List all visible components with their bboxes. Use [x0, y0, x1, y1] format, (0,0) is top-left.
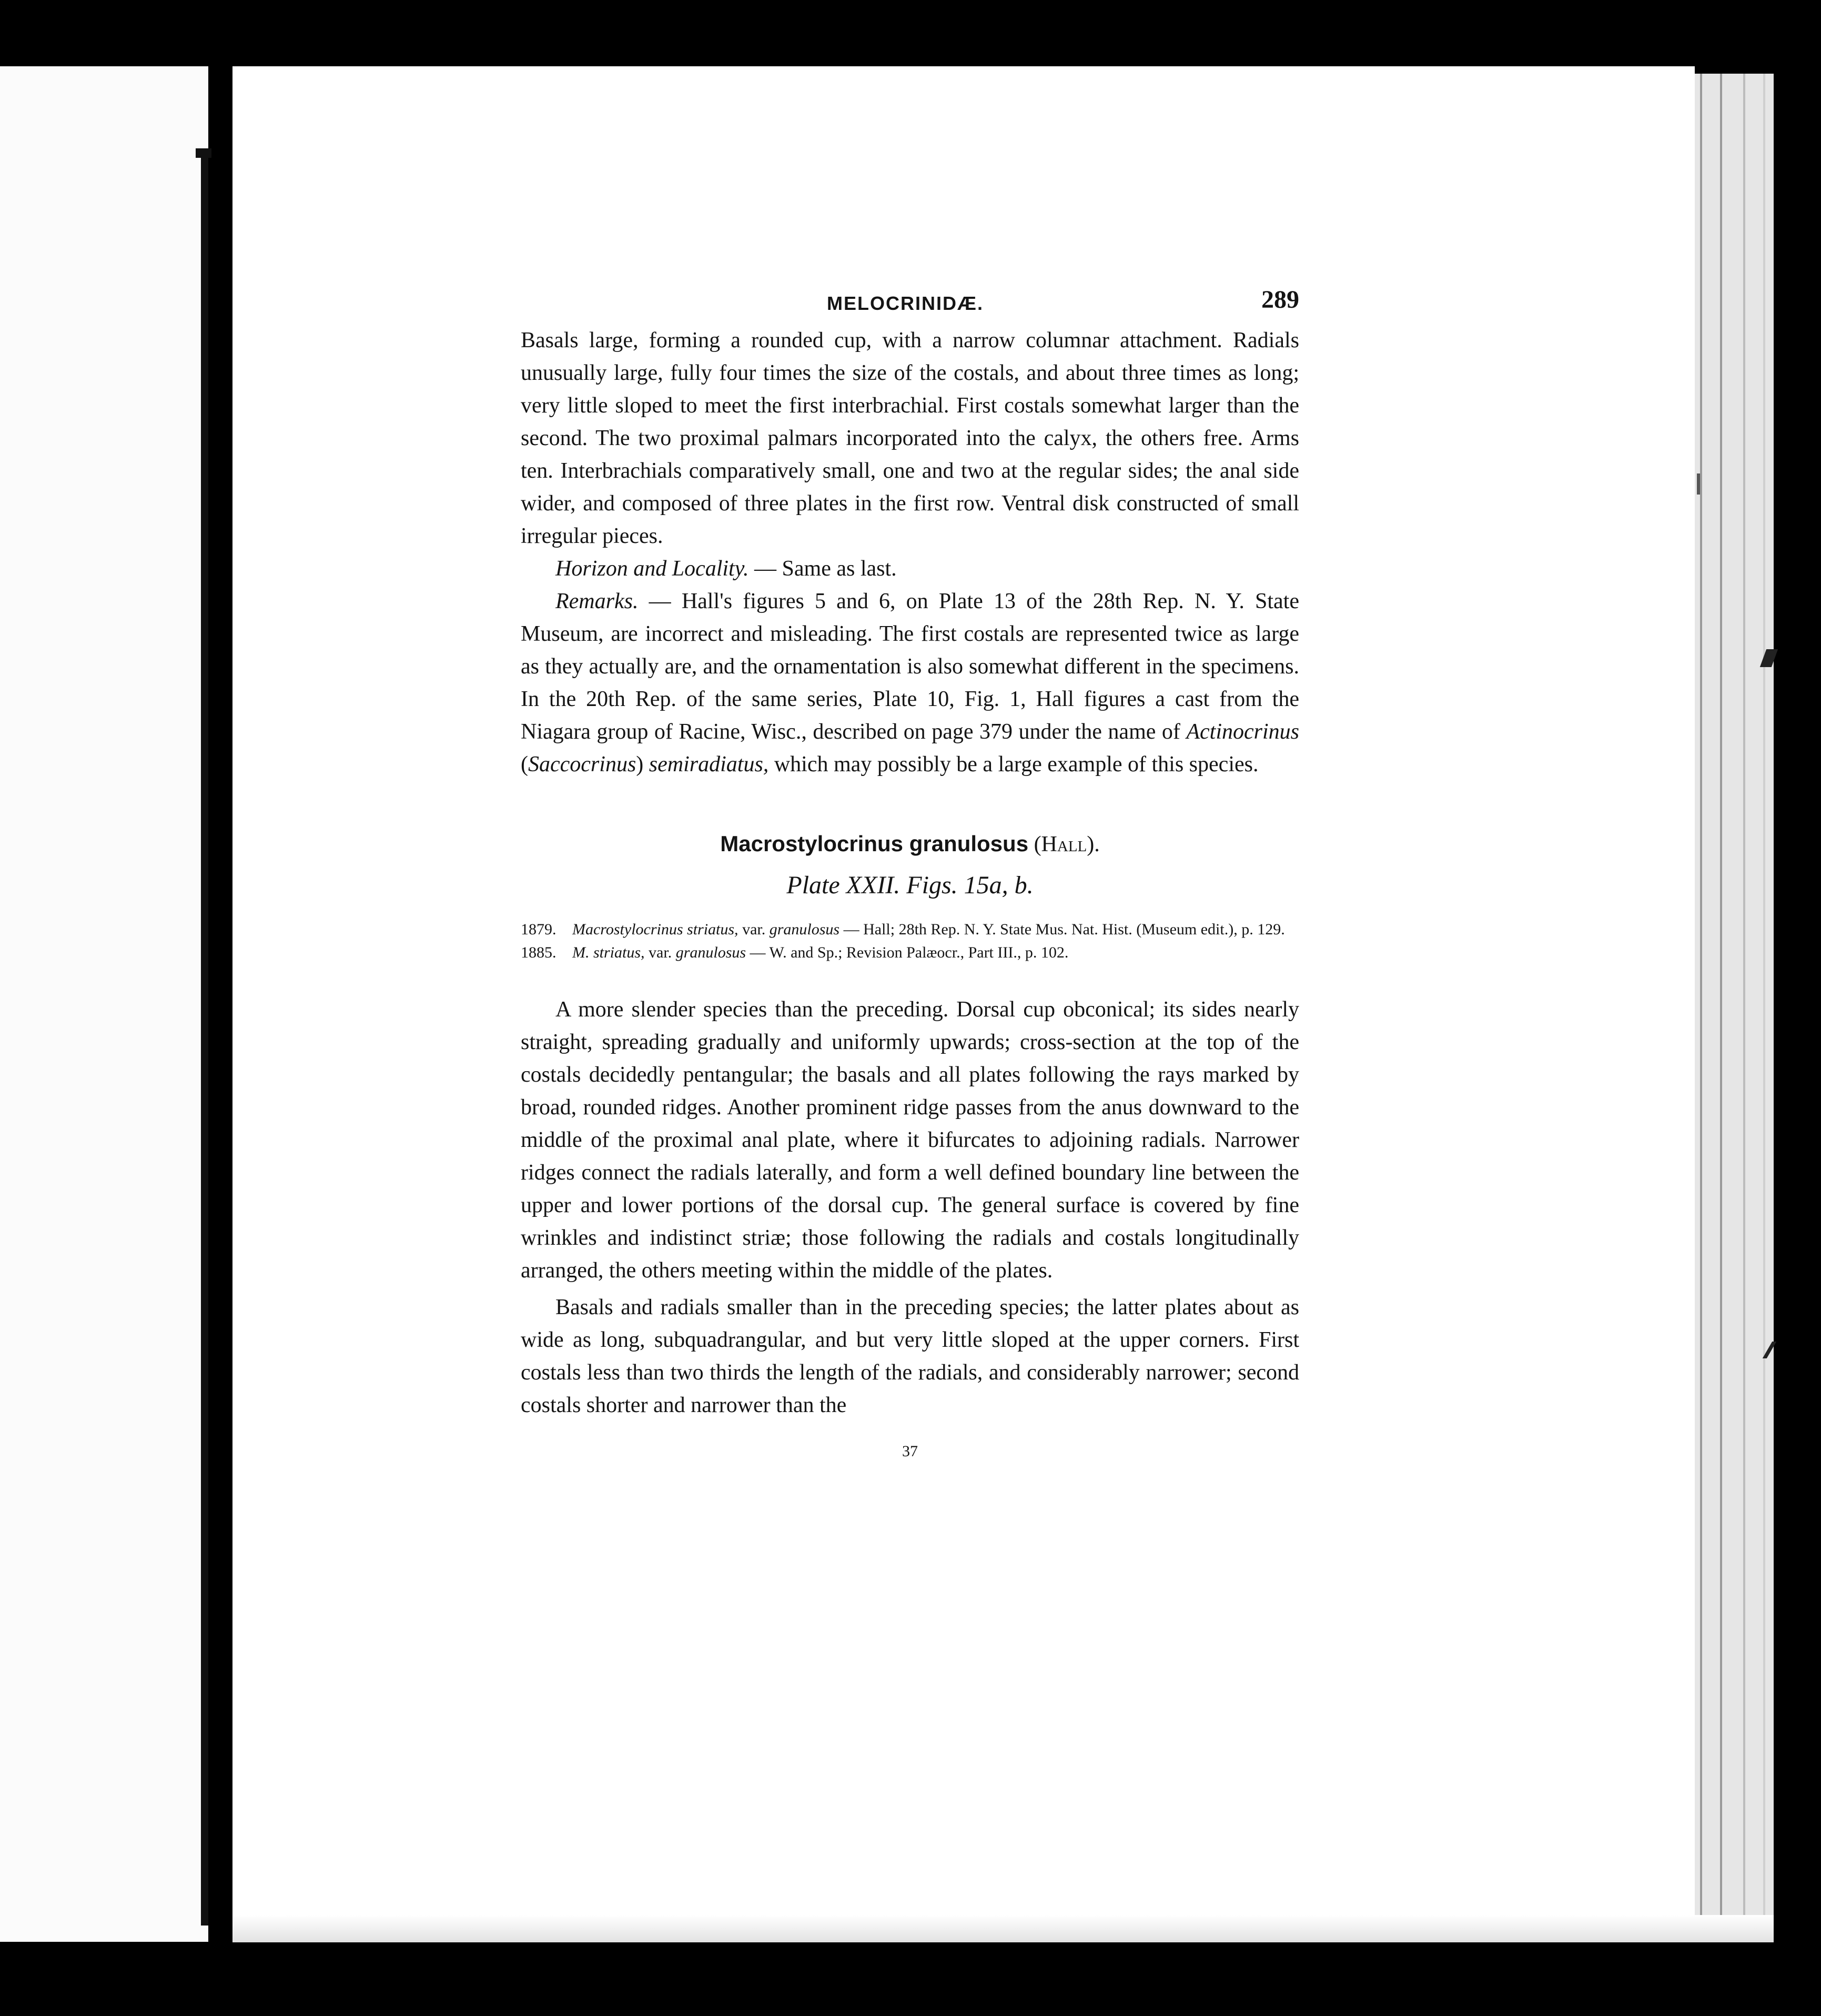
page-bottom-edge — [232, 1915, 1774, 1942]
species-name: Macrostylocrinus granulosus — [720, 831, 1029, 856]
synonymy-year: 1879. — [521, 921, 557, 938]
synonymy-entry — [521, 920, 1299, 940]
synonym-variety: granulosus — [675, 944, 746, 961]
remarks-paragraph — [521, 585, 1299, 781]
page-text-block — [521, 282, 1299, 1460]
description-paragraph: Basals and radials smaller than in the preceding species; the latter plates about as wide as long, subquadrangular, and but very little sloped at the upper corners. First costals less than two thirds the length of the radials, and considerably narrower; second costals shorter and narrower than the — [521, 1295, 1299, 1417]
signature-number: 37 — [902, 1443, 918, 1460]
species-author: (Hall). — [1034, 832, 1100, 856]
left-page-edge — [0, 66, 208, 1942]
intro-paragraph: Basals large, forming a rounded cup, with a narrow columnar attachment. Radials unusually large, fully four times the size of the costals, and about three times as long; very little sloped to meet the first interbrachial. First costals somewhat larger than the second. The two proximal palmars incorporated into the calyx, the others free. Arms ten. Interbrachials comparatively small, one and two at the regular sides; the anal side wider, and composed of three plates in the first row. Ventral disk constructed of small irregular pieces. — [521, 328, 1299, 548]
book-spine-gutter — [201, 153, 208, 1926]
genus-name: Actinocrinus — [1186, 720, 1299, 744]
synonymy-year: 1885. — [521, 944, 557, 961]
remarks-text: — Hall's figures 5 and 6, on Plate 13 of the 28th Rep. N. Y. State Museum, are incorrect and misleading. The first costals are represented twice as large as they actually are, and the ornamentation is also somewhat different in the specimens. In the 20th Rep. of the same series, Plate 10, Fig. 1, Hall figures a cast from the Niagara group of Racine, Wisc., described on page 379 under the name of — [521, 589, 1299, 744]
synonym-variety: granulosus — [769, 921, 840, 938]
remarks-text-end: which may possibly be a large example of this species. — [768, 752, 1259, 777]
subgenus-name: Saccocrinus — [528, 752, 636, 777]
running-head: MELOCRINIDÆ. — [827, 293, 984, 314]
page-header — [521, 282, 1299, 324]
page-edge-line — [1763, 74, 1765, 1926]
plate-reference: Plate XXII. Figs. 15a, b. — [786, 871, 1034, 899]
synonymy-list — [521, 920, 1299, 963]
page-edge-line — [1700, 74, 1702, 1926]
page-number: 289 — [1261, 286, 1299, 314]
species-heading — [521, 831, 1299, 857]
horizon-label: Horizon and Locality. — [555, 557, 749, 581]
horizon-text: — Same as last. — [748, 557, 897, 581]
synonymy-citation — [572, 943, 1299, 963]
paren-open: ( — [521, 752, 528, 777]
synonym-reference: — W. and Sp.; Revision Palæocr., Part III., p. 102. — [746, 944, 1069, 961]
synonym-var: var. — [738, 921, 770, 938]
paren-close: ) — [636, 752, 649, 777]
horizon-paragraph — [521, 552, 1299, 585]
margin-mark — [1697, 473, 1700, 495]
synonymy-citation — [572, 920, 1299, 940]
species-epithet: semiradiatus, — [649, 752, 769, 777]
page-edge-line — [1743, 74, 1745, 1926]
page-stack-edges — [1695, 74, 1774, 1926]
synonym-reference: — Hall; 28th Rep. N. Y. State Mus. Nat. Hist. (Museum edit.), p. 129. — [839, 921, 1285, 938]
synonym-var: var. — [644, 944, 676, 961]
page-edge-line — [1720, 74, 1722, 1926]
description-paragraph: A more slender species than the preceding. Dorsal cup obconical; its sides nearly straight, spreading gradually and uniformly upwards; cross-section at the top of the costals decidedly pentangular; the basals and all plates following the rays marked by broad, rounded ridges. Another prominent ridge passes from the anus downward to the middle of the proximal anal plate, where it bifurcates to adjoining radials. Narrower ridges connect the radials laterally, and form a well defined boundary line between the upper and lower portions of the dorsal cup. The general surface is covered by fine wrinkles and indistinct striæ; those following the radials and costals longitudinally arranged, the others meeting within the middle of the plates. — [521, 997, 1299, 1283]
synonym-name: Macrostylocrinus striatus, — [572, 921, 738, 938]
remarks-label: Remarks. — [555, 589, 639, 613]
synonym-name: M. striatus, — [572, 944, 645, 961]
synonymy-entry — [521, 943, 1299, 963]
